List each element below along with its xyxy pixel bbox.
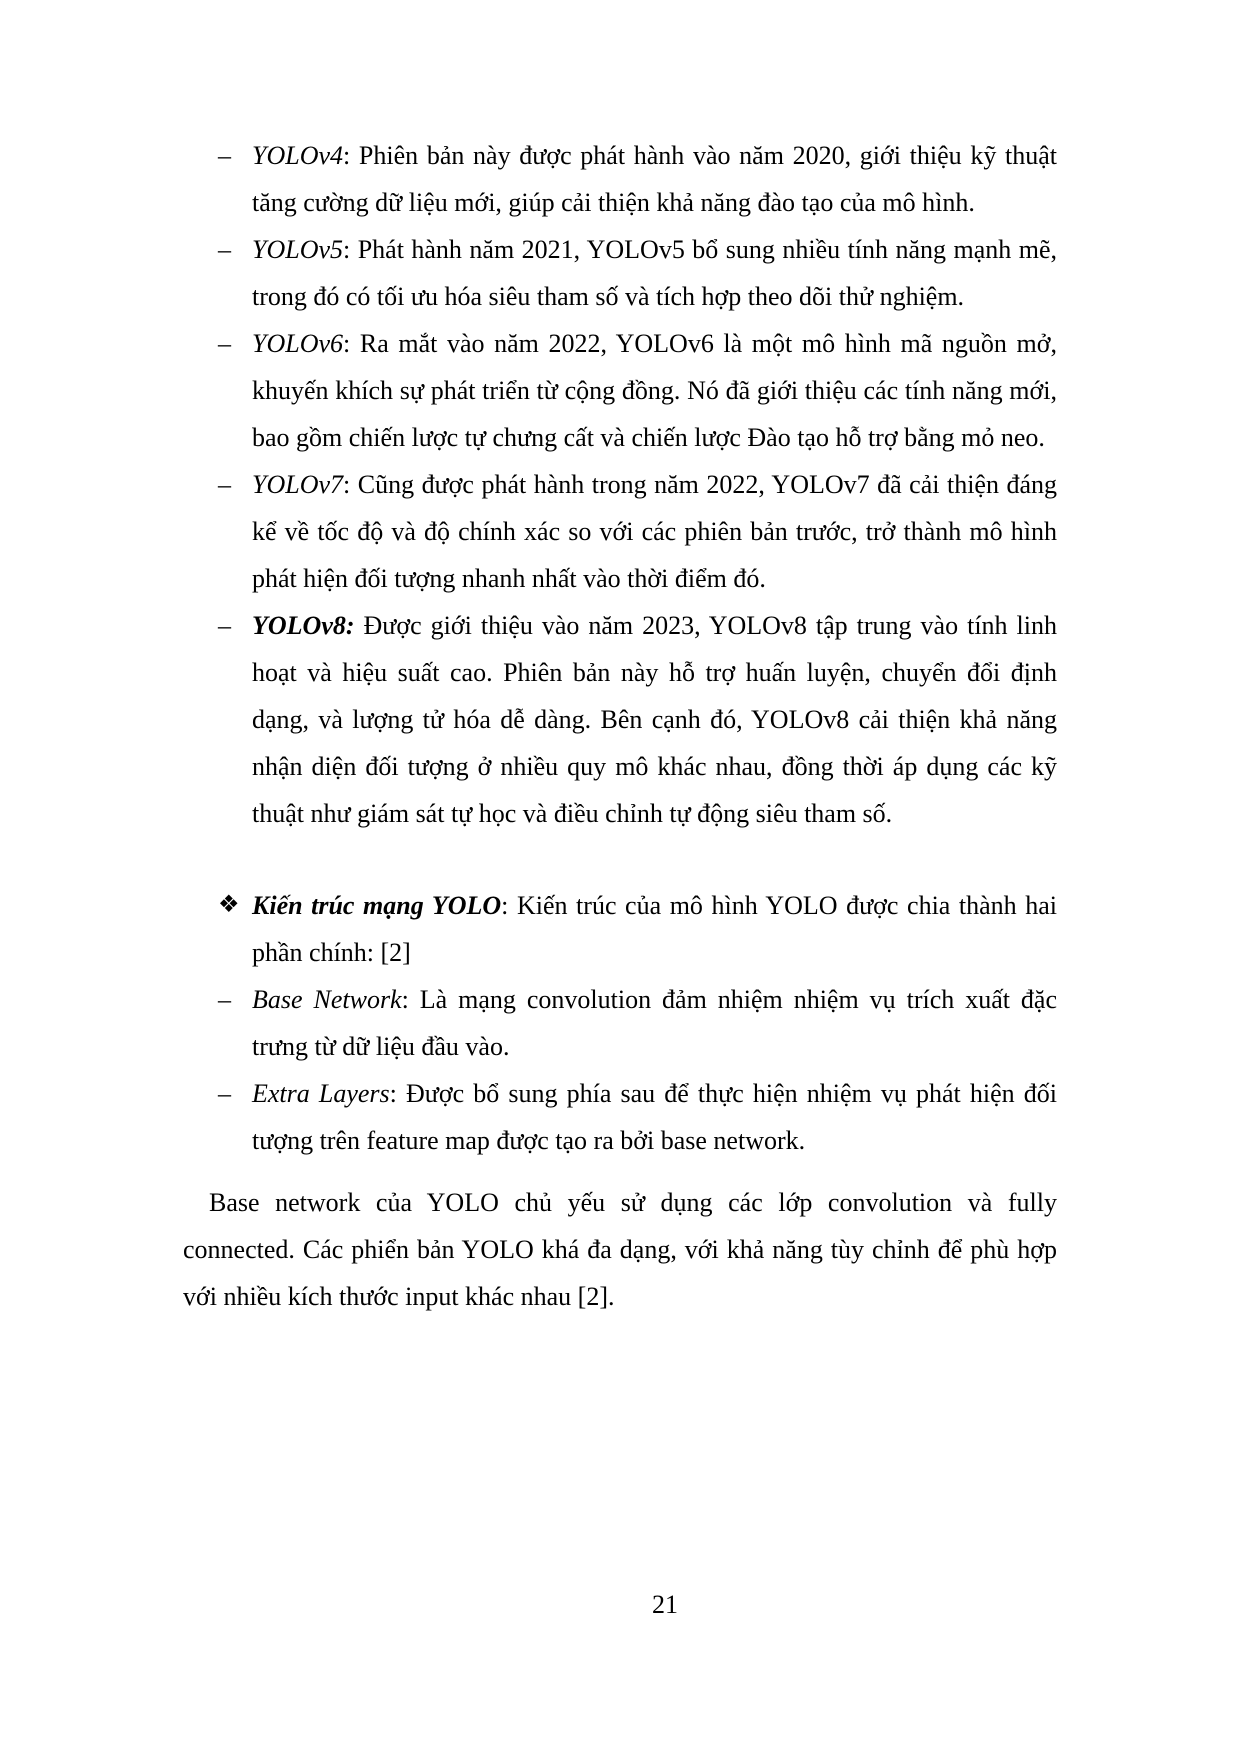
dash-bullet: – bbox=[218, 611, 231, 640]
list-item-lead: YOLOv6 bbox=[252, 329, 344, 358]
list-item-body: : Là mạng convolution đảm nhiệm nhiệm vụ trích xuất đặc trưng từ dữ liệu đầu vào. bbox=[252, 985, 1057, 1061]
list-item-lead: YOLOv8: bbox=[252, 611, 355, 640]
list-item-text bbox=[252, 1070, 1057, 1164]
architecture-heading-body: : Kiến trúc của mô hình YOLO được chia thành hai phần chính: [2] bbox=[252, 891, 1058, 967]
page-content bbox=[183, 132, 1057, 1320]
list-item-lead: Extra Layers bbox=[252, 1079, 390, 1108]
list-item bbox=[218, 320, 1057, 461]
list-item-text bbox=[252, 976, 1057, 1070]
list-item-text bbox=[252, 461, 1057, 602]
dash-bullet: – bbox=[218, 470, 231, 499]
architecture-heading-item bbox=[218, 882, 1057, 976]
dash-bullet: – bbox=[218, 235, 231, 264]
list-item bbox=[218, 1070, 1057, 1164]
list-item-text bbox=[252, 226, 1057, 320]
closing-paragraph: Base network của YOLO chủ yếu sử dụng các lớp convolution và fully connected. Các phiển bản YOLO khá đa dạng, với khả năng tùy chỉnh để phù hợp với nhiều kích thước input khác nhau [2]. bbox=[183, 1188, 1057, 1311]
dash-bullet: – bbox=[218, 329, 231, 358]
yolo-version-list bbox=[183, 132, 1057, 837]
dash-bullet: – bbox=[218, 141, 231, 170]
page-number: 21 bbox=[652, 1590, 678, 1619]
list-item bbox=[218, 976, 1057, 1070]
list-item bbox=[218, 602, 1057, 837]
list-item-text bbox=[252, 602, 1057, 837]
list-item-body: : Cũng được phát hành trong năm 2022, YOLOv7 đã cải thiện đáng kể về tốc độ và độ chính xác so với các phiên bản trước, trở thành mô hình phát hiện đối tượng nhanh nhất vào thời điểm đó. bbox=[252, 470, 1057, 593]
dash-bullet: – bbox=[218, 1079, 231, 1108]
list-item-text bbox=[252, 320, 1057, 461]
list-item bbox=[218, 461, 1057, 602]
architecture-heading-lead: Kiến trúc mạng YOLO bbox=[252, 891, 502, 920]
list-item-body: Được giới thiệu vào năm 2023, YOLOv8 tập trung vào tính linh hoạt và hiệu suất cao. Phiên bản này hỗ trợ huấn luyện, chuyển đổi định dạng, và lượng tử hóa dễ dàng. Bên cạnh đó, YOLOv8 cải thiện khả năng nhận diện đối tượng ở nhiều quy mô khác nhau, đồng thời áp dụng các kỹ thuật như giám sát tự học và điều chỉnh tự động siêu tham số. bbox=[252, 611, 1057, 828]
list-item-lead: YOLOv5 bbox=[252, 235, 344, 264]
dash-bullet: – bbox=[218, 985, 231, 1014]
architecture-heading-text bbox=[252, 882, 1057, 976]
list-item bbox=[218, 226, 1057, 320]
architecture-sublist bbox=[183, 976, 1057, 1164]
list-item-lead: YOLOv7 bbox=[252, 470, 344, 499]
diamond-bullet: ❖ bbox=[218, 892, 240, 918]
list-item-lead: Base Network bbox=[252, 985, 402, 1014]
list-item-body: : Phát hành năm 2021, YOLOv5 bổ sung nhiều tính năng mạnh mẽ, trong đó có tối ưu hóa siêu tham số và tích hợp theo dõi thử nghiệm. bbox=[252, 235, 1057, 311]
list-item-body: : Phiên bản này được phát hành vào năm 2020, giới thiệu kỹ thuật tăng cường dữ liệu mới, giúp cải thiện khả năng đào tạo của mô hình. bbox=[252, 141, 1057, 217]
list-item bbox=[218, 132, 1057, 226]
list-item-text bbox=[252, 132, 1057, 226]
list-item-lead: YOLOv4 bbox=[252, 141, 344, 170]
list-item-body: : Được bổ sung phía sau để thực hiện nhiệm vụ phát hiện đối tượng trên feature map được tạo ra bởi base network. bbox=[252, 1079, 1057, 1155]
list-item-body: : Ra mắt vào năm 2022, YOLOv6 là một mô hình mã nguồn mở, khuyến khích sự phát triển từ cộng đồng. Nó đã giới thiệu các tính năng mới, bao gồm chiến lược tự chưng cất và chiến lược Đào tạo hỗ trợ bằng mỏ neo. bbox=[252, 329, 1057, 452]
